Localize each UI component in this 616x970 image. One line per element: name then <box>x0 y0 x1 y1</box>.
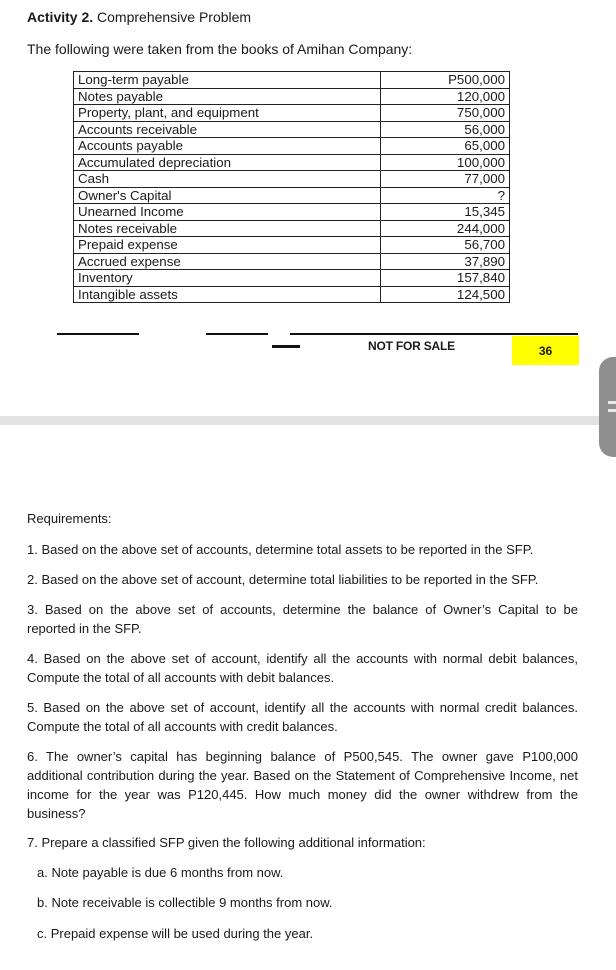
page-number-badge: 36 <box>512 336 579 365</box>
account-amount: 15,345 <box>381 204 510 221</box>
account-amount: 124,500 <box>381 286 510 303</box>
requirement-item: 3. Based on the above set of accounts, determine the balance of Owner’s Capital to be reported in the SFP. <box>27 602 578 636</box>
account-name: Accrued expense <box>74 253 381 270</box>
page-36 <box>0 0 616 415</box>
account-amount: 120,000 <box>381 88 510 105</box>
account-name: Intangible assets <box>74 286 381 303</box>
account-name: Cash <box>74 171 381 188</box>
account-row <box>74 204 510 221</box>
handle-grip-icon <box>608 409 616 412</box>
requirement-item: 2. Based on the above set of account, determine total liabilities to be reported in the SFP. <box>27 572 539 587</box>
account-name: Property, plant, and equipment <box>74 105 381 122</box>
handle-grip-icon <box>608 401 616 404</box>
account-row <box>74 121 510 138</box>
requirement-subitem: c. Prepaid expense will be used during the year. <box>37 926 314 941</box>
account-row <box>74 220 510 237</box>
footer-rule-segment <box>206 333 268 335</box>
account-row <box>74 286 510 303</box>
account-name: Prepaid expense <box>74 237 381 254</box>
side-panel-handle[interactable] <box>599 357 616 457</box>
account-amount: 100,000 <box>381 154 510 171</box>
account-amount: 77,000 <box>381 171 510 188</box>
activity-title-bold: Activity 2. <box>27 9 94 25</box>
account-name: Accounts payable <box>74 138 381 155</box>
account-row <box>74 187 510 204</box>
account-name: Owner's Capital <box>74 187 381 204</box>
footer-mark <box>272 345 300 348</box>
activity-title-rest: Comprehensive Problem <box>93 9 252 25</box>
account-row <box>74 138 510 155</box>
account-amount: 244,000 <box>381 220 510 237</box>
account-row <box>74 171 510 188</box>
account-row <box>74 154 510 171</box>
page-divider <box>0 416 616 425</box>
account-name: Accounts receivable <box>74 121 381 138</box>
requirement-subitem: b. Note receivable is collectible 9 months from now. <box>37 895 333 910</box>
account-row <box>74 270 510 287</box>
activity-title <box>27 9 251 25</box>
requirement-subitem: a. Note payable is due 6 months from now. <box>37 865 284 880</box>
account-row <box>74 237 510 254</box>
account-name: Notes receivable <box>74 220 381 237</box>
intro-text: The following were taken from the books of Amihan Company: <box>27 41 413 57</box>
account-name: Notes payable <box>74 88 381 105</box>
account-amount: 750,000 <box>381 105 510 122</box>
account-row <box>74 105 510 122</box>
account-amount: 65,000 <box>381 138 510 155</box>
account-name: Unearned Income <box>74 204 381 221</box>
account-name: Long-term payable <box>74 72 381 89</box>
not-for-sale-label: NOT FOR SALE <box>368 339 455 353</box>
requirement-item: 4. Based on the above set of account, identify all the accounts with normal debit balances, Compute the total of all accounts with debit balances. <box>27 651 578 685</box>
account-amount: 56,000 <box>381 121 510 138</box>
account-row <box>74 72 510 89</box>
requirement-item: 5. Based on the above set of account, identify all the accounts with normal credit balances. Compute the total of all accounts with credit balances. <box>27 700 578 734</box>
footer-rule-segment <box>57 333 139 335</box>
requirement-item: 7. Prepare a classified SFP given the following additional information: <box>27 835 426 850</box>
account-amount: 56,700 <box>381 237 510 254</box>
footer-rule-segment <box>290 333 578 335</box>
requirements-heading: Requirements: <box>27 511 112 526</box>
account-amount: ? <box>381 187 510 204</box>
account-name: Accumulated depreciation <box>74 154 381 171</box>
requirement-item: 6. The owner’s capital has beginning balance of P500,545. The owner gave P100,000 additional contribution during the year. Based on the Statement of Comprehensive Income, net income for the year was P120,445. How much money did the owner withdrew from the business? <box>27 749 578 821</box>
account-row <box>74 88 510 105</box>
account-amount: 157,840 <box>381 270 510 287</box>
accounts-table <box>73 71 510 303</box>
account-row <box>74 253 510 270</box>
account-amount: P500,000 <box>381 72 510 89</box>
account-amount: 37,890 <box>381 253 510 270</box>
requirement-item: 1. Based on the above set of accounts, determine total assets to be reported in the SFP. <box>27 542 534 557</box>
account-name: Inventory <box>74 270 381 287</box>
